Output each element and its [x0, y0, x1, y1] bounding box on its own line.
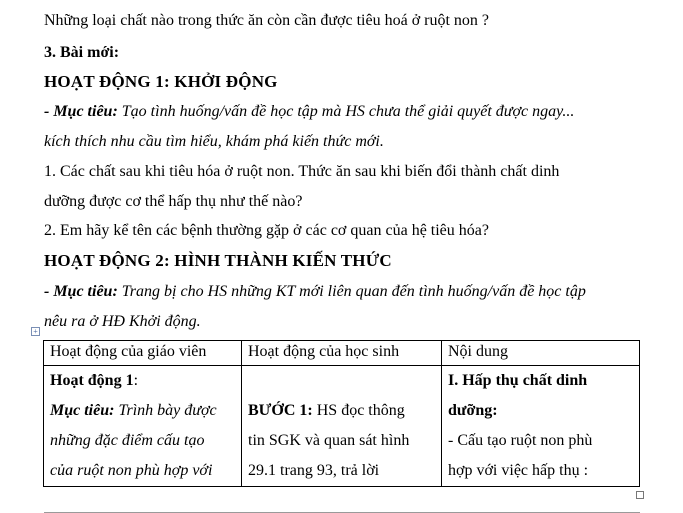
teacher-title-line: [50, 366, 237, 396]
header-content: Nội dung: [442, 341, 640, 366]
question1-line2: dưỡng được cơ thể hấp thụ như thế nào?: [44, 193, 303, 210]
teacher-goal-label: Mục tiêu:: [50, 402, 115, 419]
header-student: Hoạt động của học sinh: [242, 341, 442, 366]
content-heading2: dưỡng:: [448, 402, 498, 419]
new-lesson-heading: 3. Bài mới:: [44, 44, 120, 61]
teacher-activity-colon: :: [133, 372, 139, 389]
teacher-activity-title: Hoạt động 1: [50, 372, 134, 389]
activity1-heading: HOẠT ĐỘNG 1: KHỞI ĐỘNG: [44, 72, 278, 91]
header-teacher: Hoạt động của giáo viên: [44, 341, 242, 366]
activity2-goal: [44, 282, 586, 302]
table-row: [44, 366, 640, 487]
question-line: Những loại chất nào trong thức ăn còn cần được tiêu hoá ở ruột non ?: [44, 12, 490, 29]
activity2-goal-label: - Mục tiêu:: [44, 283, 118, 300]
lesson-table: [43, 340, 640, 487]
activity1-goal-text: Tạo tình huống/vấn đề học tập mà HS chưa thể giải quyết được ngay...: [117, 103, 575, 120]
teacher-goal-text3: của ruột non phù hợp với: [50, 462, 213, 479]
student-line1: HS đọc thông: [312, 402, 405, 419]
activity1-goal: [44, 102, 574, 122]
student-blank-line: [248, 366, 437, 396]
teacher-cell[interactable]: [44, 366, 242, 487]
content-line1: - Cấu tạo ruột non phù: [448, 432, 593, 449]
activity1-goal-label: - Mục tiêu:: [44, 103, 118, 120]
question1-line1: 1. Các chất sau khi tiêu hóa ở ruột non. Thức ăn sau khi biến đổi thành chất dinh: [44, 163, 560, 180]
content-cell[interactable]: [442, 366, 640, 487]
activity2-goal-text: Trang bị cho HS những KT mới liên quan đến tình huống/vấn đề học tập: [117, 283, 586, 300]
student-cell[interactable]: [242, 366, 442, 487]
student-line3: 29.1 trang 93, trả lời: [248, 462, 380, 479]
student-line2: tin SGK và quan sát hình: [248, 432, 410, 449]
student-step-label: BƯỚC 1:: [248, 402, 313, 419]
content-line2: hợp với việc hấp thụ :: [448, 462, 589, 479]
student-step-line: [248, 396, 437, 426]
table-header-row: [44, 341, 640, 366]
move-handle-icon[interactable]: +: [31, 327, 40, 336]
teacher-goal-text1: Trình bày được: [114, 402, 217, 419]
activity2-heading: HOẠT ĐỘNG 2: HÌNH THÀNH KIẾN THỨC: [44, 251, 392, 270]
resize-handle-icon[interactable]: [636, 491, 644, 499]
content-heading1: I. Hấp thụ chất dinh: [448, 372, 588, 389]
question2-line: 2. Em hãy kể tên các bệnh thường gặp ở các cơ quan của hệ tiêu hóa?: [44, 222, 489, 239]
activity1-goal-continuation: kích thích nhu cầu tìm hiểu, khám phá kiến thức mới.: [44, 133, 384, 150]
teacher-goal-line: [50, 396, 237, 426]
activity2-goal-continuation: nêu ra ở HĐ Khởi động.: [44, 313, 201, 330]
teacher-goal-text2: những đặc điểm cấu tạo: [50, 432, 205, 449]
